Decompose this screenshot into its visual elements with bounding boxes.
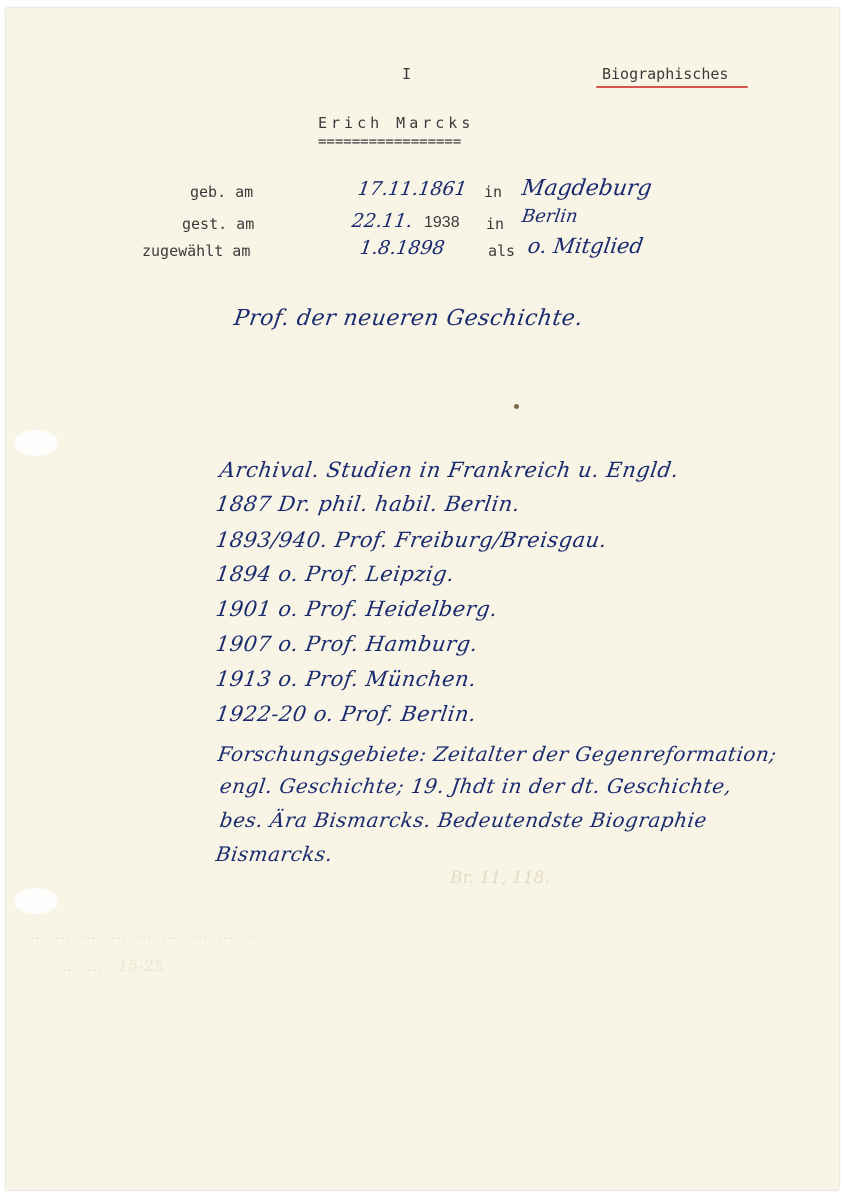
career-line-3: 1893/940. Prof. Freiburg/Breisgau. bbox=[214, 528, 609, 552]
bleed-through-line-1: ... ... ... ... ... ... ... ... ... bbox=[30, 924, 259, 943]
person-name: Erich Marcks bbox=[318, 114, 475, 132]
section-title-underline bbox=[596, 86, 748, 88]
section-title: Biographisches bbox=[602, 65, 729, 83]
pencil-reference: Br. 11, 118. bbox=[450, 868, 550, 888]
punch-hole-bottom bbox=[14, 888, 58, 914]
profession-note: Prof. der neueren Geschichte. bbox=[232, 306, 585, 331]
elected-as-label: als bbox=[488, 242, 516, 260]
career-line-1: Archival. Studien in Frankreich u. Engld. bbox=[218, 458, 681, 482]
career-line-8: 1922-20 o. Prof. Berlin. bbox=[214, 702, 478, 726]
died-in-label: in bbox=[486, 215, 505, 233]
career-line-6: 1907 o. Prof. Hamburg. bbox=[214, 632, 480, 656]
punch-hole-top bbox=[14, 430, 58, 456]
elected-label: zugewählt am bbox=[142, 242, 251, 260]
ink-speck bbox=[514, 404, 519, 409]
born-place: Magdeburg bbox=[520, 176, 654, 201]
research-line-4: Bismarcks. bbox=[214, 842, 335, 866]
name-double-underline: ================= bbox=[318, 134, 462, 150]
research-line-2: engl. Geschichte; 19. Jhdt in der dt. Geschichte, bbox=[218, 774, 734, 798]
bleed-through-line-2: ... ... 15-25 bbox=[62, 956, 165, 975]
born-in-label: in bbox=[484, 183, 503, 201]
career-line-4: 1894 o. Prof. Leipzig. bbox=[214, 562, 457, 586]
born-date: 17.11.1861 bbox=[356, 178, 469, 200]
elected-date: 1.8.1898 bbox=[358, 237, 447, 259]
born-label: geb. am bbox=[190, 183, 254, 201]
page-numeral: I bbox=[402, 65, 412, 83]
research-line-1: Forschungsgebiete: Zeitalter der Gegenreformation; bbox=[216, 742, 779, 766]
died-label: gest. am bbox=[182, 215, 255, 233]
died-place: Berlin bbox=[520, 206, 580, 227]
elected-as: o. Mitglied bbox=[526, 234, 645, 258]
research-line-3: bes. Ära Bismarcks. Bedeutendste Biographie bbox=[218, 808, 709, 832]
career-line-7: 1913 o. Prof. München. bbox=[214, 667, 479, 691]
career-line-5: 1901 o. Prof. Heidelberg. bbox=[214, 597, 500, 621]
career-line-2: 1887 Dr. phil. habil. Berlin. bbox=[214, 492, 522, 516]
died-date: 22.11. bbox=[350, 210, 414, 232]
died-year: 1938 bbox=[424, 214, 460, 231]
document-page bbox=[6, 8, 839, 1190]
